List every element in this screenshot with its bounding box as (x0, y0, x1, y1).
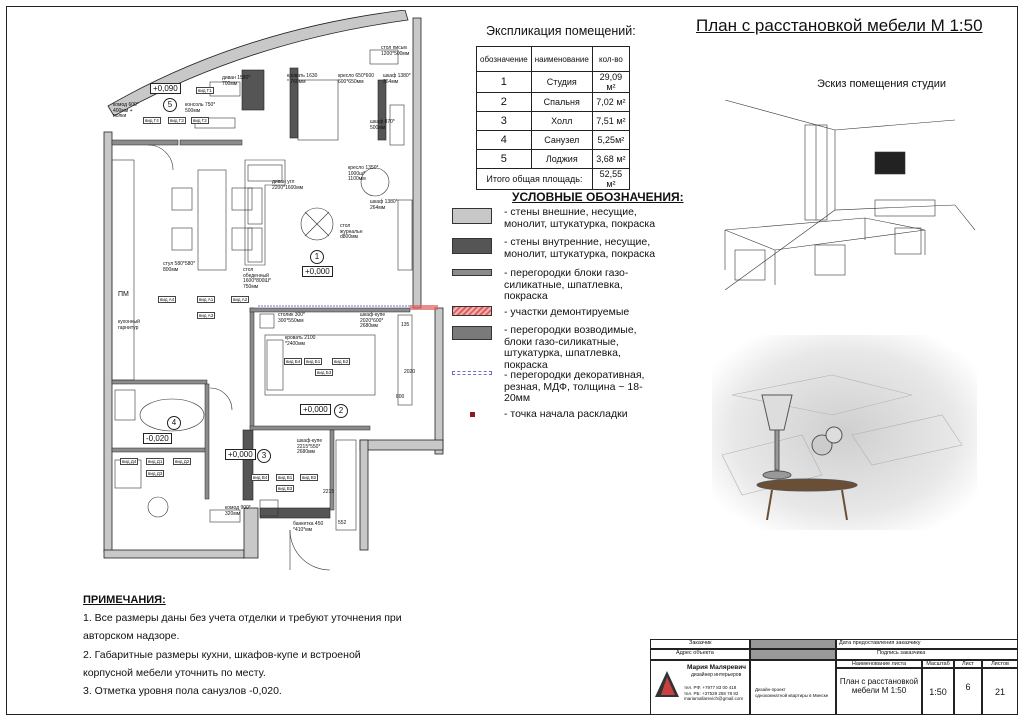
partition-bath-right (205, 384, 209, 499)
view-tag: вид Б1 (306, 359, 321, 364)
partition-bedroom-left (250, 308, 254, 428)
sheet-title: План с расстановкой мебели М 1:50 (696, 16, 983, 35)
chair-4 (232, 228, 252, 250)
table-row (477, 150, 630, 169)
legend-line: покраска (504, 290, 548, 302)
room-name: Лоджия (531, 150, 592, 169)
label-corner-sofa: диван угл 2200*1600мм (272, 179, 304, 191)
legend-swatch (452, 238, 492, 254)
sketch-title: Эскиз помещения студии (817, 78, 946, 90)
legend-line: монолит, штукатурка, покраска (504, 217, 656, 230)
view-tag: вид Б4 (286, 359, 301, 364)
explication-header: кол-во (592, 47, 629, 72)
dim-2020: 2020 (404, 369, 416, 375)
legend-swatch (452, 208, 492, 224)
door-loggia (148, 145, 173, 170)
room-name: Холл (531, 112, 592, 131)
stamp-designer (650, 660, 750, 715)
room-num: 3 (477, 112, 532, 131)
wardrobe-studio (398, 200, 412, 270)
render-image (712, 335, 977, 530)
nightstand (260, 314, 274, 328)
room-area: 3,68 м² (592, 150, 629, 169)
stamp-customer-label: Заказчик (650, 639, 750, 649)
outer-wall-bottom-right (360, 440, 443, 450)
legend-swatch (452, 326, 492, 340)
stamp-sheets-value: 21 (982, 668, 1018, 715)
stamp-signature-label: Подпись заказчика (836, 649, 1018, 660)
sofa-cushion-2 (248, 188, 262, 224)
dim-552: 552 (338, 520, 347, 526)
label-desk: стол письм 1200*500мм (381, 45, 410, 57)
legend-text (504, 409, 628, 421)
room-number-3: 3 (257, 449, 271, 463)
view-tag: вид Г1 (198, 88, 212, 93)
table-row (477, 131, 630, 150)
label-bed-bedroom: кровать 2100 *2400мм (285, 335, 316, 347)
table-row (477, 72, 630, 93)
label-wardrobe-bedroom: шкаф-купе 2020*600* 2680мм (360, 312, 386, 329)
note-item: 3. Отметка уровня пола санузлов -0,020. (83, 685, 282, 697)
sketch-chair-1 (735, 250, 765, 280)
room-num: 5 (477, 150, 532, 169)
label-wardrobe-loggia: шкаф 1380* 264мм (383, 73, 411, 85)
view-tag: вид Д1 (148, 459, 163, 464)
partition-loggia-2 (180, 140, 242, 145)
outer-wall-right-upper (413, 18, 421, 308)
partition-hall-right (330, 430, 334, 510)
legend-line: - стены внешние, несущие, (504, 206, 637, 218)
outer-wall-right-lower (435, 308, 443, 454)
kitchen-counter (112, 160, 134, 380)
inner-wall-bottom (260, 508, 330, 518)
room-name: Санузел (531, 131, 592, 150)
label-commode-loggia: комод 600* 400мм + полки (113, 102, 139, 119)
designer-logo (653, 669, 681, 699)
view-tag: вид А3 (199, 313, 214, 318)
door-bath (210, 388, 232, 410)
stamp-scale-value: 1:50 (922, 668, 954, 715)
designer-name: Мария Маляревич (687, 664, 747, 671)
bed-pillows (267, 340, 283, 390)
room-area: 7,02 м² (592, 93, 629, 112)
stamp-scale-label: Масштаб (922, 660, 954, 668)
partition-bath-mid (112, 448, 207, 452)
legend-line: покраска (504, 358, 548, 371)
note-item: 2. Габаритные размеры кухни, шкафов-купе и встроеной (83, 649, 361, 661)
dim-2215: 2215 (323, 489, 335, 495)
outer-wall-left (104, 132, 112, 552)
stamp-sheet-name: План с расстановкой мебели М 1:50 (836, 668, 922, 715)
explication-title: Экспликация помещений: (486, 24, 636, 38)
legend-line: - перегородки блоки газо- (504, 267, 629, 279)
title-block (650, 639, 1018, 715)
label-bed-loggia: кровать 1630 * 760мм (287, 73, 318, 85)
stamp-sheet-label: Лист (954, 660, 982, 668)
label-wardrobe-1380: шкаф 1380* 264мм (370, 199, 398, 211)
stamp-customer-value (750, 639, 836, 649)
legend-swatch (452, 269, 492, 276)
table-row (477, 93, 630, 112)
dining-table (198, 170, 226, 270)
legend-line: блоки газо-силикатные, (504, 335, 619, 348)
view-tag: вид Д2 (175, 459, 190, 464)
legend-title: УСЛОВНЫЕ ОБОЗНАЧЕНИЯ: (512, 190, 684, 204)
outer-wall-bottom-left (104, 550, 244, 558)
level-mark-bath: -0,020 (143, 433, 172, 444)
total-row (477, 169, 630, 190)
label-console: консоль 750* 500мм (185, 102, 216, 114)
view-tag: вид Г2 (193, 118, 207, 123)
partition-loggia (112, 140, 178, 145)
legend-text (504, 268, 628, 303)
designer-contacts: тел. РФ: +7977 83 00 418 тел. РБ: +37529 258 78 82 mariamallarevich@gmail.com (684, 685, 744, 701)
room-num: 2 (477, 93, 532, 112)
level-mark-bedroom: +0,000 (300, 404, 331, 415)
view-tag: вид В3 (278, 486, 293, 491)
room-num: 4 (477, 131, 532, 150)
explication-header: наименование (531, 47, 592, 72)
label-kitchen: кухонный гарнитур (118, 319, 140, 331)
view-tag: вид Б2 (334, 359, 349, 364)
stamp-address-value (750, 649, 836, 660)
view-tag: вид Д3 (148, 471, 163, 476)
label-armchair-loggia: кресло 650*600 600*650мм (338, 73, 375, 85)
room-name: Студия (531, 72, 592, 93)
dim-pm: ПМ (118, 291, 129, 298)
legend-text (504, 370, 644, 405)
view-tag: вид В2 (302, 475, 317, 480)
chair-2 (172, 228, 192, 250)
note-item: авторском надзоре. (83, 630, 180, 642)
partition-bedroom-bottom (250, 426, 370, 430)
loggia-bed (298, 80, 338, 140)
label-dining-table: стол обеденный 1600*800Ш* 750мм (243, 267, 271, 290)
room-number-4: 4 (167, 416, 181, 430)
legend-text (504, 207, 655, 230)
label-armchair: кресло 1350* 1000ш* 1100мм (348, 165, 379, 182)
studio-sketch (715, 100, 975, 290)
view-tag: вид А2 (233, 297, 248, 302)
room-name: Спальня (531, 93, 592, 112)
outer-wall-right-mid (360, 440, 368, 550)
view-tag: вид В4 (253, 475, 268, 480)
legend-text (504, 307, 629, 319)
room-num: 1 (477, 72, 532, 93)
room-area: 7,51 м² (592, 112, 629, 131)
legend-swatch (452, 371, 492, 375)
partition-bedroom-top (250, 308, 410, 312)
level-mark-loggia: +0,090 (150, 83, 181, 94)
view-tag: вид Г4 (145, 118, 159, 123)
sketch-chair-3 (895, 228, 921, 254)
room-number-2: 2 (334, 404, 348, 418)
label-sofa-loggia: диван 1580* 700мм (222, 75, 251, 87)
dim-800: 800 (396, 394, 405, 400)
wardrobe-hall (336, 440, 356, 530)
note-item: 1. Все размеры даны без учета отделки и требуют уточнения при (83, 612, 402, 624)
stamp-sheet-name-label: Наименование листа (836, 660, 922, 668)
explication-table (476, 46, 630, 190)
legend-line: - точка начала раскладки (504, 408, 628, 420)
label-bench: банкетка 450 *410*мм (293, 521, 324, 533)
view-tag: вид Г3 (170, 118, 184, 123)
legend-line: 20мм (504, 392, 531, 404)
dim-135: 135 (401, 322, 410, 328)
demolish-area (410, 305, 438, 310)
entrance-door (290, 530, 330, 570)
stamp-project (750, 660, 836, 715)
explication-header: обозначение (477, 47, 532, 72)
view-tag: вид А4 (160, 297, 175, 302)
inner-wall-right (378, 80, 386, 140)
legend-line: - перегородки возводимые, (504, 324, 637, 336)
notes-title: ПРИМЕЧАНИЯ: (83, 594, 166, 606)
legend-text (504, 325, 637, 371)
room-number-5: 5 (163, 98, 177, 112)
stamp-sheets-label: Листов (982, 660, 1018, 668)
chair-1 (172, 188, 192, 210)
total-value: 52,55 м² (592, 169, 629, 190)
legend-swatch (470, 412, 475, 417)
legend-line: - перегородки декоративная, (504, 369, 645, 381)
legend-line: штукатурка, шпатлевка, (504, 347, 621, 359)
designer-role: дизайнер интерьеров (691, 672, 742, 678)
sketch-tv (875, 152, 905, 174)
toilet (148, 497, 168, 517)
stamp-sheet-value: 6 (954, 668, 982, 715)
level-mark-hall: +0,000 (225, 449, 256, 460)
legend-line: - стены внутренние, несущие, (504, 236, 651, 248)
bath-cabinet (115, 390, 135, 420)
stamp-address-label: Адрес объекта (650, 649, 750, 660)
partition-bath-top (112, 380, 207, 384)
sketch-chair-2 (815, 245, 845, 275)
inner-wall-hall (243, 430, 253, 500)
label-wardrobe-hall: шкаф-купе 2215*550* 2680мм (297, 438, 323, 455)
level-mark-studio: +0,000 (302, 266, 333, 277)
note-item: корпусной мебели уточнить по месту. (83, 667, 266, 679)
legend-line: - участки демонтируемые (504, 306, 630, 318)
sofa-cushion-3 (248, 228, 262, 262)
wardrobe-bedroom (398, 315, 412, 405)
legend-line: резная, МДФ, толщина ~ 18- (504, 380, 643, 393)
project-text: Дизайн-проект однокомнатной квартиры в Минске (755, 687, 829, 698)
view-tag: вид Д4 (122, 459, 137, 464)
bedroom-bed (265, 335, 375, 395)
chair-3 (232, 188, 252, 210)
legend-swatch (452, 306, 492, 316)
room-number-1: 1 (310, 250, 324, 264)
label-side-table: столик 300* 300*550мм (278, 312, 305, 324)
view-tag: вид Б3 (317, 370, 332, 375)
legend-text (504, 237, 655, 260)
legend-line: монолит, штукатурка, покраска (504, 247, 656, 260)
table-row (477, 112, 630, 131)
stamp-date-label: Дата предоставления заказчику (836, 639, 1018, 649)
room-area: 5,25м² (592, 131, 629, 150)
legend-line: силикатные, шпатлевка, (504, 278, 623, 291)
label-coffee-table: стол журнальн d800мм (340, 223, 363, 240)
label-chair: стул 580*580* 800мм (163, 261, 196, 273)
corner-sofa (245, 160, 285, 265)
view-tag: вид А1 (199, 297, 214, 302)
view-tag: вид В1 (278, 475, 293, 480)
label-wardrobe-870: шкаф 870* 500мм (370, 119, 395, 131)
room-area: 29,09 м² (592, 72, 629, 93)
total-label: Итого общая площадь: (477, 169, 593, 190)
label-commode-hall: комод 900* 320мм (225, 505, 251, 517)
